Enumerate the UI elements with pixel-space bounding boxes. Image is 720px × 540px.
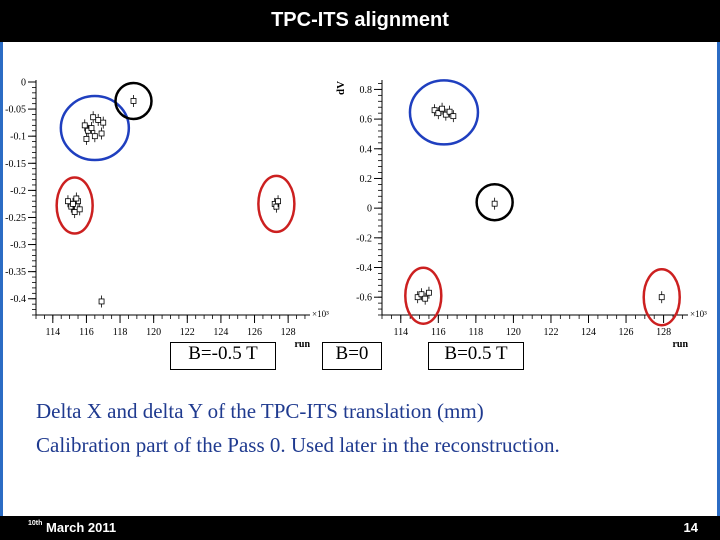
data-point xyxy=(84,136,89,141)
label-b-negative: B=-0.5 T xyxy=(170,342,276,370)
y-tick-label: 0 xyxy=(367,203,372,215)
x-multiplier-label: ×10³ xyxy=(690,309,707,319)
description-line-1: Delta X and delta Y of the TPC-ITS translation (mm) xyxy=(36,399,484,423)
x-tick-label: 126 xyxy=(247,327,263,338)
page-number: 14 xyxy=(683,520,698,535)
x-axis-title: run xyxy=(672,339,688,350)
data-point xyxy=(659,295,664,300)
x-tick-label: 116 xyxy=(79,327,94,338)
data-point xyxy=(72,210,77,215)
x-tick-label: 116 xyxy=(430,327,446,338)
x-axis-title: run xyxy=(294,339,310,350)
footer-date-text: March 2011 xyxy=(42,520,117,535)
x-tick-label: 124 xyxy=(581,327,597,338)
data-point xyxy=(99,131,104,136)
y-tick-label: -0.15 xyxy=(5,158,26,170)
data-point xyxy=(492,201,497,206)
x-tick-label: 126 xyxy=(618,327,634,338)
label-b-positive: B=0.5 T xyxy=(428,342,524,370)
x-tick-label: 118 xyxy=(112,327,128,338)
y-tick-label: -0.4 xyxy=(10,294,26,306)
data-point xyxy=(65,199,70,204)
x-tick-label: 114 xyxy=(45,327,61,338)
data-point xyxy=(276,199,281,204)
data-point xyxy=(91,115,96,120)
y-tick-label: -0.3 xyxy=(10,240,26,252)
footer-date-suffix: th xyxy=(35,520,43,527)
data-point xyxy=(96,117,101,122)
x-tick-label: 120 xyxy=(505,327,521,338)
y-tick-label: -0.35 xyxy=(5,267,26,279)
data-point xyxy=(70,201,75,206)
y-tick-label: 0 xyxy=(21,77,26,89)
data-point xyxy=(82,123,87,128)
data-point xyxy=(451,114,456,119)
y-tick-label: -0.05 xyxy=(5,104,26,116)
y-axis-title xyxy=(0,81,1,95)
footer-bar xyxy=(0,516,720,540)
data-point xyxy=(101,120,106,125)
dy-scatter-plot xyxy=(335,70,710,370)
x-tick-label: 122 xyxy=(543,327,559,338)
dx-scatter-plot xyxy=(0,70,340,370)
x-tick-label: 128 xyxy=(656,327,672,338)
data-point xyxy=(423,296,428,301)
x-tick-label: 118 xyxy=(468,327,484,338)
blue-highlight-circle xyxy=(61,96,129,160)
y-tick-label: 0.4 xyxy=(359,144,372,156)
y-tick-label: -0.6 xyxy=(356,292,372,304)
x-tick-label: 122 xyxy=(179,327,195,338)
footer-date-day: 10 xyxy=(28,520,36,527)
y-tick-label: -0.4 xyxy=(356,263,372,275)
description-line-2: Calibration part of the Pass 0. Used later in the reconstruction. xyxy=(36,433,560,457)
y-tick-label: -0.2 xyxy=(356,233,372,245)
x-tick-label: 114 xyxy=(393,327,409,338)
x-tick-label: 128 xyxy=(280,327,296,338)
data-point xyxy=(99,299,104,304)
x-tick-label: 124 xyxy=(213,327,229,338)
data-point xyxy=(74,196,79,201)
y-tick-label: -0.2 xyxy=(10,185,26,197)
data-point xyxy=(89,126,94,131)
y-tick-label: -0.1 xyxy=(10,131,26,143)
data-point xyxy=(92,134,97,139)
data-point xyxy=(77,207,82,212)
y-tick-label: -0.25 xyxy=(5,212,26,224)
x-tick-label: 120 xyxy=(146,327,162,338)
data-point xyxy=(131,98,136,103)
footer-date xyxy=(28,520,116,536)
y-tick-label: 0.2 xyxy=(359,173,372,185)
y-tick-label: 0.8 xyxy=(359,84,372,96)
y-axis-title: dV xyxy=(335,80,347,96)
data-point xyxy=(440,106,445,111)
slide-title: TPC-ITS alignment xyxy=(0,0,720,42)
y-tick-label: 0.6 xyxy=(359,114,372,126)
label-b-zero: B=0 xyxy=(322,342,382,370)
x-multiplier-label: ×10³ xyxy=(312,309,329,319)
data-point xyxy=(426,290,431,295)
